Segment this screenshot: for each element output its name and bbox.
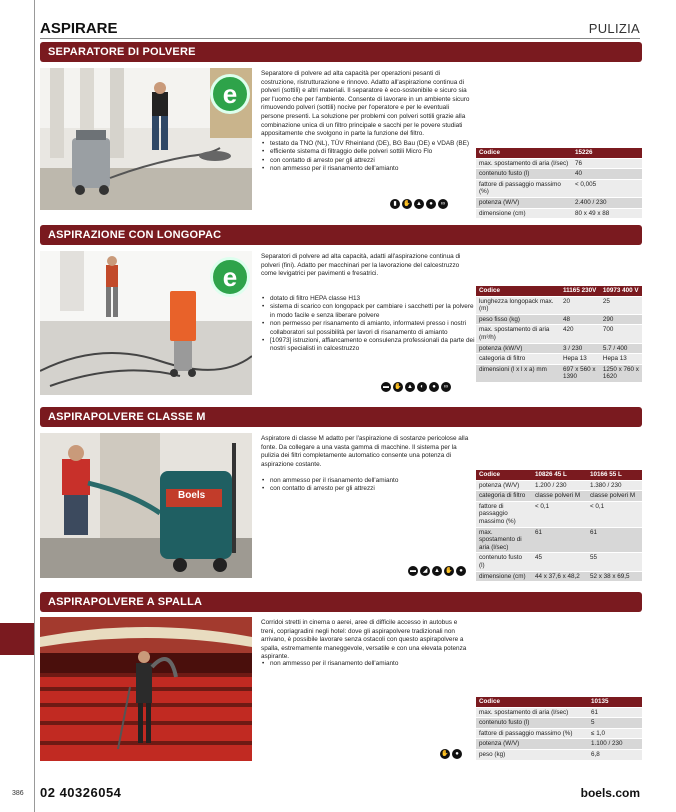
row-value: 76	[572, 158, 642, 169]
table-row	[476, 707, 642, 718]
usage-icons	[381, 382, 451, 392]
row-value: 697 x 560 x 1390	[560, 364, 600, 382]
row-value: 3 / 230	[560, 343, 600, 354]
row-value: 1250 x 760 x 1620	[600, 364, 642, 382]
row-value: classe polveri M	[587, 491, 642, 502]
column-header: Codice	[476, 697, 588, 707]
page-title: ASPIRARE	[40, 20, 118, 37]
row-label: max. spostamento di aria (m³/h)	[476, 325, 560, 343]
row-value: 1.100 / 230	[588, 739, 642, 750]
row-value: 61	[588, 707, 642, 718]
column-header: 10826 45 L	[532, 470, 587, 480]
eco-badge: e	[210, 257, 250, 297]
section-title: ASPIRAPOLVERE CLASSE M	[48, 411, 206, 423]
column-header: 11165 230V	[560, 286, 600, 296]
row-label: categoria di filtro	[476, 491, 532, 502]
table-row	[476, 553, 642, 571]
footer-website[interactable]: boels.com	[580, 786, 640, 800]
gloves-icon: ✋	[403, 201, 411, 207]
ear-protection-icon: ◐	[417, 382, 427, 392]
boots-icon: ▲	[405, 382, 415, 392]
list-item: • [10973] istruzioni, affiancamento e consulenza professionali da parte dei nostri specialisti in calcestruzzo	[261, 337, 475, 354]
usage-icons	[440, 749, 462, 759]
section-title: SEPARATORE DI POLVERE	[48, 46, 196, 58]
row-label: potenza (kW/V)	[476, 343, 560, 354]
table-row	[476, 571, 642, 582]
column-header: 10973 400 V	[600, 286, 642, 296]
gloves-icon: ✋	[445, 568, 453, 574]
photo-separatore	[40, 68, 252, 210]
column-header: 10166 55 L	[587, 470, 642, 480]
table-row	[476, 343, 642, 354]
row-value: classe polveri M	[532, 491, 587, 502]
row-value: 5	[588, 718, 642, 729]
list-item: • sistema di scarico con longopack per cambiare i sacchetti per la polvere in modo facile e senza liberare polvere	[261, 303, 475, 320]
table-row	[476, 364, 642, 382]
row-value: 45	[532, 553, 587, 571]
row-label: peso (kg)	[476, 749, 588, 760]
table-row	[476, 325, 642, 343]
photo-classe-m	[40, 433, 252, 578]
table-header-row	[476, 470, 642, 480]
list-item: • non ammesso per il risanamento dell'amianto	[261, 660, 475, 668]
header-rule	[40, 38, 640, 39]
table-header-row	[476, 286, 642, 296]
row-value: 290	[600, 314, 642, 325]
row-label: contenuto fusto (l)	[476, 169, 572, 180]
column-header: 15226	[572, 148, 642, 158]
bullets-separatore	[261, 140, 475, 174]
gloves-icon: ✋	[441, 751, 449, 757]
row-label: lunghezza longopack max. (m)	[476, 296, 560, 314]
table-row	[476, 728, 642, 739]
row-value: < 0,1	[587, 501, 642, 527]
table-row	[476, 501, 642, 527]
table-row	[476, 749, 642, 760]
column-header: Codice	[476, 286, 560, 296]
mask-icon: ●	[452, 749, 462, 759]
section-bar-longopac	[40, 225, 642, 245]
truck-icon: ▬	[410, 568, 416, 574]
row-label: categoria di filtro	[476, 354, 560, 365]
gloves-icon: ✋	[394, 384, 402, 390]
row-label: potenza (W/V)	[476, 197, 572, 208]
page-number: 386	[12, 790, 24, 797]
mask-icon: ●	[426, 199, 436, 209]
bullets-classe-m	[261, 477, 475, 494]
chapter-tab	[0, 623, 34, 655]
row-label: potenza (W/V)	[476, 480, 532, 491]
row-value: 2.400 / 230	[572, 197, 642, 208]
page-header	[40, 18, 640, 38]
row-label: potenza (W/V)	[476, 739, 588, 750]
list-item: • dotato di filtro HEPA classe H13	[261, 295, 475, 303]
section-bar-classe-m	[40, 407, 642, 427]
eco-badge: e	[210, 74, 250, 114]
table-header-row	[476, 697, 642, 707]
row-value: 1.380 / 230	[587, 480, 642, 491]
row-label: dimensione (cm)	[476, 208, 572, 219]
row-value: 61	[587, 527, 642, 553]
row-label: peso fisso (kg)	[476, 314, 560, 325]
table-row	[476, 179, 642, 197]
left-margin-rule	[34, 0, 35, 812]
truck-icon: ▬	[383, 384, 389, 390]
row-value: 1.200 / 230	[532, 480, 587, 491]
manual-icon: ▮	[390, 199, 400, 209]
mask-icon: ●	[456, 566, 466, 576]
row-label: fattore di passaggio massimo (%)	[476, 179, 572, 197]
row-value: < 0,005	[572, 179, 642, 197]
row-label: max. spostamento di aria (l/sec)	[476, 707, 588, 718]
table-row	[476, 208, 642, 219]
section-title: ASPIRAZIONE CON LONGOPAC	[48, 229, 222, 241]
table-row	[476, 739, 642, 750]
spec-table-spalla	[476, 697, 642, 761]
row-label: dimensione (cm)	[476, 571, 532, 582]
row-value: Hepa 13	[560, 354, 600, 365]
row-label: max. spostamento di aria (l/sec)	[476, 527, 532, 553]
row-value: 48	[560, 314, 600, 325]
list-item: • con contatto di arresto per gli attrezzi	[261, 157, 475, 165]
list-item: • non ammesso per il risanamento dell'amianto	[261, 165, 475, 173]
row-label: contenuto fusto (l)	[476, 553, 532, 571]
row-value: 80 x 49 x 88	[572, 208, 642, 219]
vacuum-icon: ◢	[420, 566, 430, 576]
list-item: • non permesso per risanamento di amianto, informatevi presso i nostri collaboratori sul possibilità per lavori di risanamento di amianto	[261, 320, 475, 337]
bullets-longopac	[261, 295, 475, 354]
photo-spalla	[40, 617, 252, 761]
row-value: ≤ 1,0	[588, 728, 642, 739]
table-row	[476, 354, 642, 365]
row-label: dimensioni (l x l x a) mm	[476, 364, 560, 382]
column-header: Codice	[476, 148, 572, 158]
list-item: • non ammesso per il risanamento dell'amianto	[261, 477, 475, 485]
description-spalla: Corridoi stretti in cinema o aerei, aree di difficile accesso in autobus e treni, copriagradini negli hotel: dove gli aspirapolvere tradizionali non arrivano, è possibile lavorare senza ostacoli con questo aspirapolvere a spalla, estremamente maneggevole, versatile e con una elevata potenza aspirante.	[261, 619, 467, 661]
boots-icon: ▲	[414, 199, 424, 209]
row-label: fattore di passaggio massimo (%)	[476, 501, 532, 527]
row-value: 20	[560, 296, 600, 314]
row-value: 44 x 37,6 x 48,2	[532, 571, 587, 582]
list-item: • efficiente sistema di filtraggio delle polveri sottili Micro Flo	[261, 148, 475, 156]
spec-table-longopac	[476, 286, 642, 383]
table-row	[476, 480, 642, 491]
table-row	[476, 491, 642, 502]
bullets-spalla	[261, 660, 475, 668]
usage-icons	[408, 566, 466, 576]
section-bar-spalla	[40, 592, 642, 612]
row-value: Hepa 13	[600, 354, 642, 365]
goggles-icon: ∞	[441, 382, 451, 392]
row-value: 420	[560, 325, 600, 343]
description-longopac: Separatori di polvere ad alta capacità, adatti all'aspirazione continua di polveri (fini). Adatto per macchinari per la lavorazione del calcestruzzo come levigatrici per pavimenti e fresatrici.	[261, 253, 461, 278]
table-row	[476, 158, 642, 169]
spec-table-classe-m	[476, 470, 642, 582]
usage-icons	[390, 199, 448, 209]
row-value: 25	[600, 296, 642, 314]
section-title: ASPIRAPOLVERE A SPALLA	[48, 596, 203, 608]
page-category: PULIZIA	[588, 21, 640, 36]
row-value: 700	[600, 325, 642, 343]
row-value: 6,8	[588, 749, 642, 760]
row-value: 61	[532, 527, 587, 553]
row-value: 52 x 38 x 69,5	[587, 571, 642, 582]
photo-longopac	[40, 251, 252, 395]
row-value: 5.7 / 400	[600, 343, 642, 354]
row-value: < 0,1	[532, 501, 587, 527]
spec-table-separatore	[476, 148, 642, 219]
boots-icon: ▲	[432, 566, 442, 576]
description-classe-m: Aspiratore di classe M adatto per l'aspirazione di sostanze pericolose alla fonte. Da collegare a una vasta gamma di macchine. Il sistema per la pulizia dei filtri completamente automatico consente una potenza di aspirazione costante.	[261, 435, 469, 468]
row-label: max. spostamento di aria (l/sec)	[476, 158, 572, 169]
list-item: • con contatto di arresto per gli attrezzi	[261, 485, 475, 493]
section-bar-separatore	[40, 42, 642, 62]
table-row	[476, 527, 642, 553]
mask-icon: ●	[429, 382, 439, 392]
table-row	[476, 296, 642, 314]
table-row	[476, 718, 642, 729]
table-row	[476, 197, 642, 208]
table-row	[476, 169, 642, 180]
goggles-icon: ∞	[438, 199, 448, 209]
table-row	[476, 314, 642, 325]
row-value: 40	[572, 169, 642, 180]
description-separatore: Separatore di polvere ad alta capacità per operazioni pesanti di costruzione, ristrutturazione e rinnovo. Adatto all'aspirazione continua di polveri (sottili) e altri materiali. Il separatore è eco-sostenibile e sicuro sia per l'uomo che per l'ambiente. Consente di lavorare in un ambiente sicuro rimuovendo polveri (sottili) nocive per l'operatore e per le eventuali persone presenti. La soluzione per problemi con polveri sottili grazie alla combinazione unica di un filtro principale e sacchi per le povere studiati appositamente che svolgono in parte la funzione del filtro.	[261, 70, 470, 138]
column-header: Codice	[476, 470, 532, 480]
footer-phone: 02 40326054	[40, 785, 122, 800]
row-label: fattore di passaggio massimo (%)	[476, 728, 588, 739]
row-label: contenuto fusto (l)	[476, 718, 588, 729]
boels-logo: Boels	[178, 490, 206, 501]
row-value: 55	[587, 553, 642, 571]
table-header-row	[476, 148, 642, 158]
list-item: • testato da TNO (NL), TÜV Rheinland (DE), BG Bau (DE) e VDAB (BE)	[261, 140, 475, 148]
column-header: 10135	[588, 697, 642, 707]
